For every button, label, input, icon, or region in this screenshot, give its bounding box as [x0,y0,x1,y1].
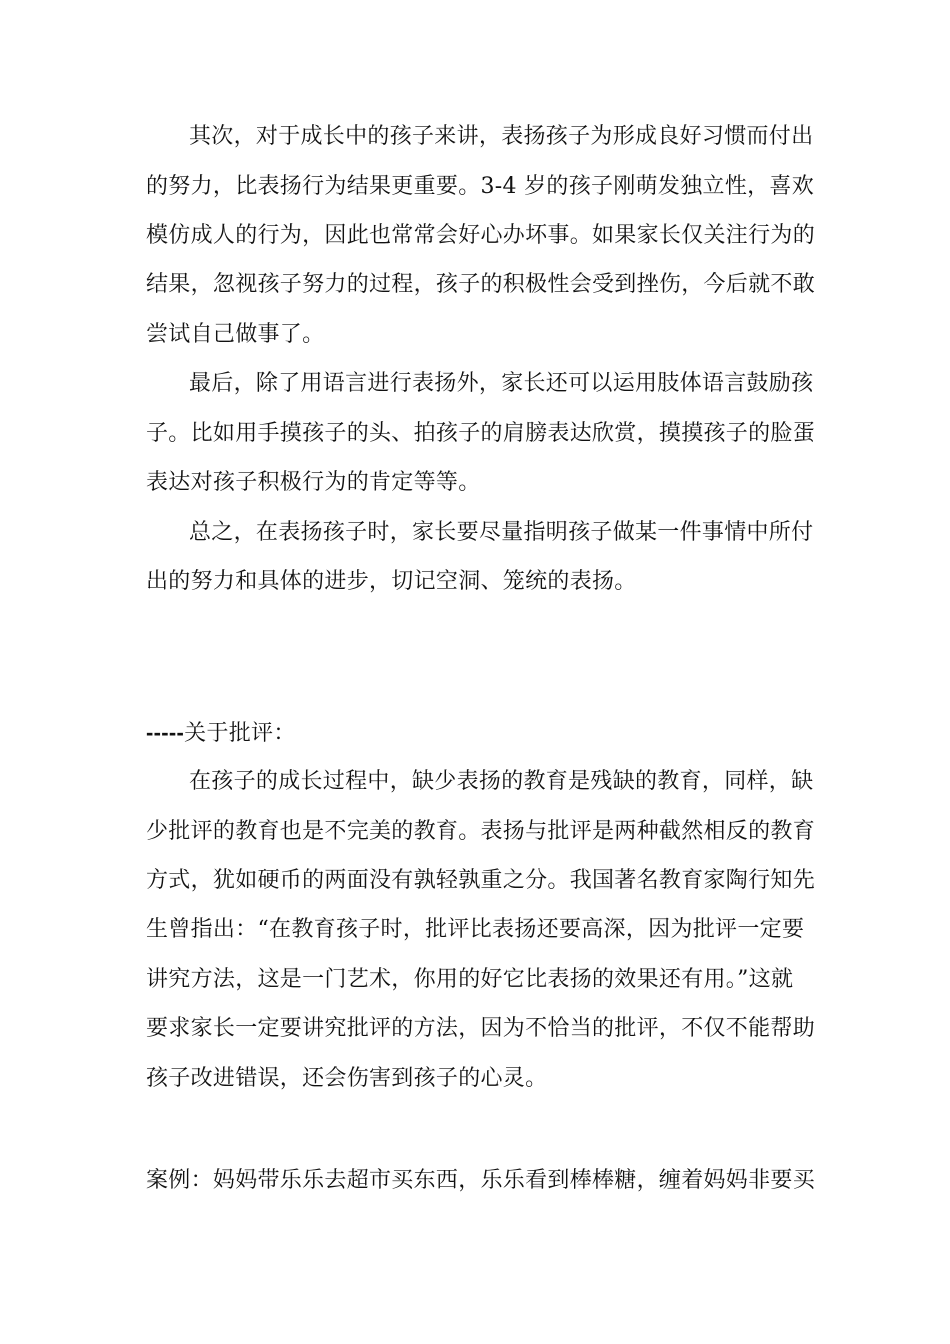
paragraph-line: 生曾指出：“在教育孩子时，批评比表扬还要高深，因为批评一定要 [146,917,805,942]
paragraph-line: 的努力，比表扬行为结果更重要。3-4 岁的孩子刚萌发独立性，喜欢 [146,174,815,199]
paragraph-line: 出的努力和具体的进步，切记空洞、笼统的表扬。 [146,569,637,594]
paragraph-line: 孩子改进错误，还会伤害到孩子的心灵。 [146,1066,548,1091]
heading-dashes: ----- [146,720,185,745]
paragraph-line: 最后，除了用语言进行表扬外，家长还可以运用肢体语言鼓励孩 [189,371,814,396]
paragraph-line: 在孩子的成长过程中，缺少表扬的教育是残缺的教育，同样，缺 [189,769,814,794]
section-heading [146,718,296,749]
paragraph-line: 案例：妈妈带乐乐去超市买东西，乐乐看到棒棒糖，缠着妈妈非要买 [146,1168,816,1193]
paragraph-line: 总之，在表扬孩子时，家长要尽量指明孩子做某一件事情中所付 [189,520,814,545]
paragraph-line: 少批评的教育也是不完美的教育。表扬与批评是两种截然相反的教育 [146,819,816,844]
paragraph-line: 结果，忽视孩子努力的过程，孩子的积极性会受到挫伤，今后就不敢 [146,272,816,297]
heading-text: 关于批评： [184,721,296,746]
paragraph-line: 尝试自己做事了。 [146,322,325,347]
paragraph-line: 讲究方法，这是一门艺术，你用的好它比表扬的效果还有用。”这就 [146,967,794,992]
paragraph-line: 子。比如用手摸孩子的头、拍孩子的肩膀表达欣赏，摸摸孩子的脸蛋 [146,421,816,446]
paragraph-line: 方式，犹如硬币的两面没有孰轻孰重之分。我国著名教育家陶行知先 [146,868,816,893]
paragraph-line: 模仿成人的行为，因此也常常会好心办坏事。如果家长仅关注行为的 [146,223,816,248]
paragraph-line: 表达对孩子积极行为的肯定等等。 [146,470,481,495]
paragraph-line: 其次，对于成长中的孩子来讲，表扬孩子为形成良好习惯而付出 [189,124,814,149]
paragraph-line: 要求家长一定要讲究批评的方法，因为不恰当的批评，不仅不能帮助 [146,1016,816,1041]
